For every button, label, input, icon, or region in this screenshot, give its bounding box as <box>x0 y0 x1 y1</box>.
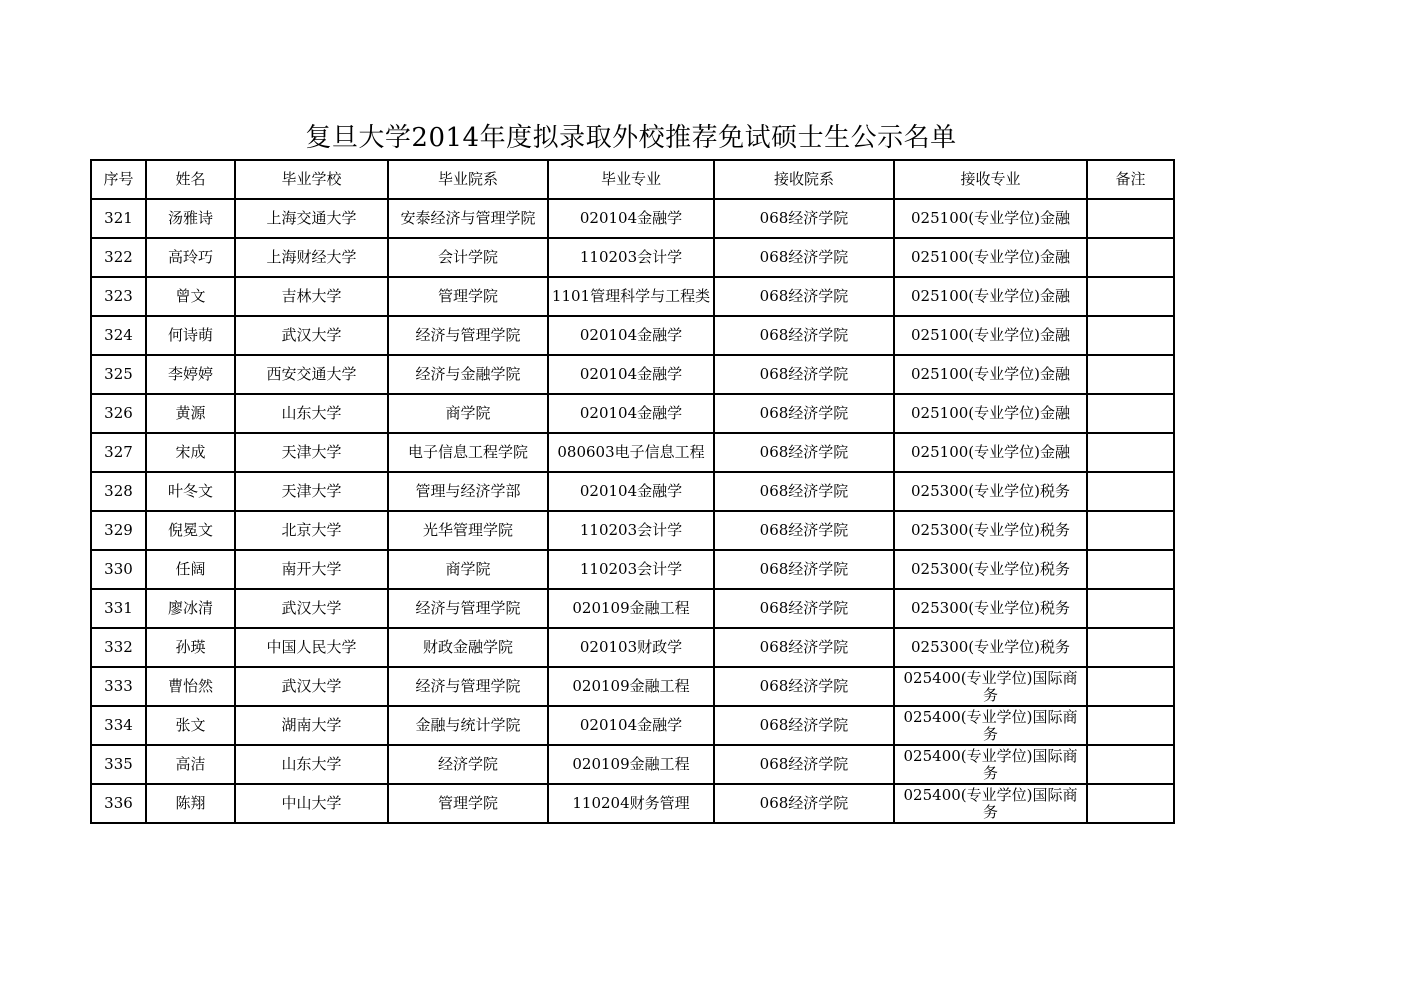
cell-serial: 336 <box>91 784 146 823</box>
table-row <box>91 745 1174 784</box>
cell-major: 110204财务管理 <box>548 784 714 823</box>
cell-receiving-major: 025100(专业学位)金融 <box>894 316 1087 355</box>
cell-receiving-major: 025300(专业学位)税务 <box>894 628 1087 667</box>
cell-department: 会计学院 <box>388 238 548 277</box>
cell-receiving-major: 025400(专业学位)国际商务 <box>894 706 1087 745</box>
table-row <box>91 472 1174 511</box>
cell-receiving-major: 025300(专业学位)税务 <box>894 589 1087 628</box>
cell-receiving-department: 068经济学院 <box>714 550 894 589</box>
cell-serial: 328 <box>91 472 146 511</box>
cell-name: 黄源 <box>146 394 235 433</box>
cell-major: 020104金融学 <box>548 472 714 511</box>
cell-major: 110203会计学 <box>548 550 714 589</box>
cell-name: 叶冬文 <box>146 472 235 511</box>
header-receiving-department: 接收院系 <box>714 160 894 199</box>
cell-major: 020109金融工程 <box>548 667 714 706</box>
cell-receiving-department: 068经济学院 <box>714 277 894 316</box>
cell-receiving-major: 025400(专业学位)国际商务 <box>894 784 1087 823</box>
cell-name: 曹怡然 <box>146 667 235 706</box>
cell-name: 廖冰清 <box>146 589 235 628</box>
cell-note <box>1087 511 1174 550</box>
table-row <box>91 316 1174 355</box>
cell-department: 财政金融学院 <box>388 628 548 667</box>
table-row <box>91 667 1174 706</box>
cell-receiving-department: 068经济学院 <box>714 628 894 667</box>
cell-major: 020103财政学 <box>548 628 714 667</box>
table-row <box>91 550 1174 589</box>
table-row <box>91 394 1174 433</box>
cell-note <box>1087 745 1174 784</box>
cell-major: 020109金融工程 <box>548 745 714 784</box>
cell-note <box>1087 238 1174 277</box>
cell-note <box>1087 550 1174 589</box>
cell-receiving-department: 068经济学院 <box>714 706 894 745</box>
cell-receiving-major: 025300(专业学位)税务 <box>894 511 1087 550</box>
cell-note <box>1087 277 1174 316</box>
table-row <box>91 433 1174 472</box>
header-serial: 序号 <box>91 160 146 199</box>
cell-department: 商学院 <box>388 550 548 589</box>
cell-name: 何诗萌 <box>146 316 235 355</box>
cell-school: 湖南大学 <box>235 706 388 745</box>
table-row <box>91 589 1174 628</box>
cell-school: 山东大学 <box>235 394 388 433</box>
cell-department: 管理学院 <box>388 277 548 316</box>
cell-department: 经济与管理学院 <box>388 667 548 706</box>
cell-note <box>1087 199 1174 238</box>
cell-receiving-major: 025400(专业学位)国际商务 <box>894 745 1087 784</box>
cell-receiving-major: 025400(专业学位)国际商务 <box>894 667 1087 706</box>
cell-name: 高洁 <box>146 745 235 784</box>
cell-name: 曾文 <box>146 277 235 316</box>
cell-serial: 321 <box>91 199 146 238</box>
table-row <box>91 199 1174 238</box>
header-major: 毕业专业 <box>548 160 714 199</box>
cell-school: 武汉大学 <box>235 589 388 628</box>
cell-serial: 323 <box>91 277 146 316</box>
cell-school: 西安交通大学 <box>235 355 388 394</box>
cell-major: 020104金融学 <box>548 316 714 355</box>
cell-receiving-department: 068经济学院 <box>714 238 894 277</box>
cell-receiving-department: 068经济学院 <box>714 667 894 706</box>
cell-receiving-department: 068经济学院 <box>714 784 894 823</box>
table-body <box>91 199 1174 823</box>
cell-serial: 332 <box>91 628 146 667</box>
cell-serial: 335 <box>91 745 146 784</box>
table-row <box>91 277 1174 316</box>
cell-major: 020104金融学 <box>548 394 714 433</box>
table-row <box>91 238 1174 277</box>
cell-receiving-major: 025100(专业学位)金融 <box>894 199 1087 238</box>
cell-department: 光华管理学院 <box>388 511 548 550</box>
cell-receiving-major: 025100(专业学位)金融 <box>894 277 1087 316</box>
cell-name: 孙瑛 <box>146 628 235 667</box>
cell-department: 经济与管理学院 <box>388 316 548 355</box>
cell-school: 上海交通大学 <box>235 199 388 238</box>
header-note: 备注 <box>1087 160 1174 199</box>
cell-receiving-major: 025100(专业学位)金融 <box>894 394 1087 433</box>
cell-note <box>1087 394 1174 433</box>
cell-major: 020104金融学 <box>548 199 714 238</box>
cell-major: 110203会计学 <box>548 238 714 277</box>
cell-major: 110203会计学 <box>548 511 714 550</box>
table-row <box>91 784 1174 823</box>
cell-school: 北京大学 <box>235 511 388 550</box>
header-department: 毕业院系 <box>388 160 548 199</box>
cell-department: 金融与统计学院 <box>388 706 548 745</box>
cell-note <box>1087 706 1174 745</box>
cell-department: 管理与经济学部 <box>388 472 548 511</box>
cell-department: 管理学院 <box>388 784 548 823</box>
cell-school: 南开大学 <box>235 550 388 589</box>
cell-serial: 324 <box>91 316 146 355</box>
cell-serial: 333 <box>91 667 146 706</box>
cell-name: 李婷婷 <box>146 355 235 394</box>
cell-receiving-major: 025300(专业学位)税务 <box>894 550 1087 589</box>
cell-receiving-major: 025300(专业学位)税务 <box>894 472 1087 511</box>
cell-department: 经济与管理学院 <box>388 589 548 628</box>
cell-receiving-major: 025100(专业学位)金融 <box>894 433 1087 472</box>
header-school: 毕业学校 <box>235 160 388 199</box>
page-title: 复旦大学2014年度拟录取外校推荐免试硕士生公示名单 <box>305 123 957 153</box>
table-row <box>91 628 1174 667</box>
cell-receiving-major: 025100(专业学位)金融 <box>894 355 1087 394</box>
table-header-row <box>91 160 1174 199</box>
cell-receiving-department: 068经济学院 <box>714 589 894 628</box>
cell-school: 上海财经大学 <box>235 238 388 277</box>
cell-name: 汤雅诗 <box>146 199 235 238</box>
cell-receiving-department: 068经济学院 <box>714 433 894 472</box>
cell-receiving-department: 068经济学院 <box>714 316 894 355</box>
cell-name: 任阔 <box>146 550 235 589</box>
cell-school: 山东大学 <box>235 745 388 784</box>
cell-receiving-department: 068经济学院 <box>714 472 894 511</box>
cell-receiving-department: 068经济学院 <box>714 394 894 433</box>
cell-serial: 326 <box>91 394 146 433</box>
header-name: 姓名 <box>146 160 235 199</box>
cell-department: 安泰经济与管理学院 <box>388 199 548 238</box>
cell-receiving-department: 068经济学院 <box>714 199 894 238</box>
cell-note <box>1087 784 1174 823</box>
cell-receiving-department: 068经济学院 <box>714 511 894 550</box>
cell-school: 武汉大学 <box>235 667 388 706</box>
cell-name: 高玲巧 <box>146 238 235 277</box>
cell-serial: 331 <box>91 589 146 628</box>
cell-serial: 329 <box>91 511 146 550</box>
cell-note <box>1087 628 1174 667</box>
cell-major: 020104金融学 <box>548 706 714 745</box>
cell-serial: 325 <box>91 355 146 394</box>
cell-receiving-department: 068经济学院 <box>714 745 894 784</box>
cell-department: 商学院 <box>388 394 548 433</box>
cell-school: 天津大学 <box>235 433 388 472</box>
cell-note <box>1087 355 1174 394</box>
cell-name: 宋成 <box>146 433 235 472</box>
cell-major: 020104金融学 <box>548 355 714 394</box>
cell-note <box>1087 433 1174 472</box>
cell-note <box>1087 589 1174 628</box>
cell-department: 电子信息工程学院 <box>388 433 548 472</box>
table-row <box>91 355 1174 394</box>
cell-serial: 330 <box>91 550 146 589</box>
cell-school: 武汉大学 <box>235 316 388 355</box>
cell-school: 天津大学 <box>235 472 388 511</box>
cell-serial: 327 <box>91 433 146 472</box>
admission-table <box>90 159 1175 824</box>
cell-receiving-major: 025100(专业学位)金融 <box>894 238 1087 277</box>
cell-school: 中山大学 <box>235 784 388 823</box>
cell-receiving-department: 068经济学院 <box>714 355 894 394</box>
cell-major: 080603电子信息工程 <box>548 433 714 472</box>
cell-name: 张文 <box>146 706 235 745</box>
cell-school: 中国人民大学 <box>235 628 388 667</box>
cell-serial: 334 <box>91 706 146 745</box>
cell-note <box>1087 667 1174 706</box>
cell-school: 吉林大学 <box>235 277 388 316</box>
cell-note <box>1087 316 1174 355</box>
cell-note <box>1087 472 1174 511</box>
cell-department: 经济学院 <box>388 745 548 784</box>
header-receiving-major: 接收专业 <box>894 160 1087 199</box>
table-row <box>91 511 1174 550</box>
cell-serial: 322 <box>91 238 146 277</box>
cell-name: 倪冕文 <box>146 511 235 550</box>
cell-name: 陈翔 <box>146 784 235 823</box>
cell-major: 020109金融工程 <box>548 589 714 628</box>
table-row <box>91 706 1174 745</box>
cell-department: 经济与金融学院 <box>388 355 548 394</box>
cell-major: 1101管理科学与工程类 <box>548 277 714 316</box>
